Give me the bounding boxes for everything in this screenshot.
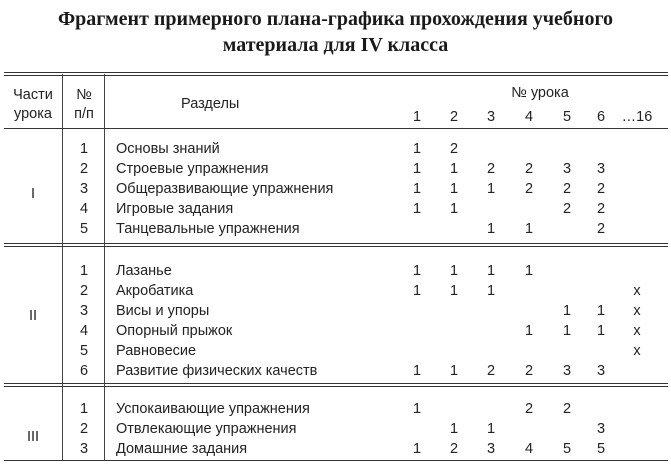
lesson-value: 1 [486,421,496,437]
lesson-value: 2 [486,161,496,177]
header-sections: Разделы [181,96,240,112]
lesson-value: 2 [562,181,572,197]
lesson-value: 3 [596,363,606,379]
header-number: п/п [74,106,94,122]
row-number: 1 [79,141,89,157]
lesson-value: 3 [562,363,572,379]
lesson-value: 1 [449,161,459,177]
lesson-value: 1 [412,141,422,157]
lesson-value: 1 [524,263,534,279]
lesson-value: 3 [486,441,496,457]
lesson-value: 1 [449,181,459,197]
row-number: 3 [79,303,89,319]
header-number: № [76,87,92,103]
row-number: 5 [79,221,89,237]
row-number: 1 [79,401,89,417]
column-divider-number [104,74,105,460]
row-number: 3 [79,181,89,197]
section-name: Опорный прыжок [116,323,233,339]
lesson-value: 2 [524,161,534,177]
section-name: Отвлекающие упражнения [116,421,297,437]
section-name: Основы знаний [116,141,220,157]
header-lesson-col: 1 [412,109,422,125]
row-number: 2 [79,421,89,437]
lesson-value: 2 [449,441,459,457]
lesson-value: 1 [412,441,422,457]
row-number: 4 [79,323,89,339]
part-label: III [26,429,40,445]
row-number: 3 [79,441,89,457]
lesson-value: 5 [596,441,606,457]
lesson-value: 4 [524,441,534,457]
lesson-value: 1 [486,263,496,279]
lesson-value: 1 [412,283,422,299]
lesson-value: 2 [562,401,572,417]
lesson-value: 2 [596,201,606,217]
header-parts: Части [13,87,53,103]
row-number: 5 [79,343,89,359]
lesson-value: 1 [449,421,459,437]
header-lesson-col: 3 [486,109,496,125]
row-number: 1 [79,263,89,279]
section-name: Танцевальные упражнения [116,221,300,237]
lesson-value: 1 [412,181,422,197]
lesson-value: 1 [524,221,534,237]
section-name: Домашние задания [116,441,248,457]
header-parts: урока [14,106,52,122]
part-label: II [28,308,38,324]
row-number: 2 [79,283,89,299]
section-name: Акробатика [116,283,194,299]
header-lesson-col: …16 [621,109,653,125]
lesson-value: 1 [412,263,422,279]
lesson-value: 2 [596,221,606,237]
header-lesson-col: 6 [596,109,606,125]
lesson-value: 3 [562,161,572,177]
lesson-value: 1 [449,363,459,379]
row-number: 4 [79,201,89,217]
header-lesson-col: 4 [524,109,534,125]
section-name: Строевые упражнения [116,161,269,177]
header-lesson-number: № урока [511,85,569,101]
part-label: I [30,186,36,202]
section-name: Лазанье [116,263,172,279]
title-line-1: Фрагмент примерного плана-графика прохождения учебного [57,8,614,30]
lesson-value: 1 [486,181,496,197]
lesson-value: 1 [486,221,496,237]
lesson-value: 1 [412,161,422,177]
lesson-value: 3 [596,421,606,437]
section-name: Висы и упоры [116,303,210,319]
lesson-value: 1 [449,263,459,279]
section-name: Успокаивающие упражнения [116,401,310,417]
section-name: Равновесие [116,343,197,359]
lesson-value: 1 [449,283,459,299]
lesson-value: 2 [486,363,496,379]
section-name: Игровые задания [116,201,234,217]
lesson-value: 3 [596,161,606,177]
lesson-value: 1 [449,201,459,217]
lesson-value: 2 [524,363,534,379]
row-number: 2 [79,161,89,177]
header-lesson-col: 2 [449,109,459,125]
lesson-value: 1 [562,323,572,339]
section-name: Общеразвивающие упражнения [116,181,334,197]
lesson-value: 1 [412,401,422,417]
lesson-value: x [633,283,641,299]
lesson-value: x [633,323,641,339]
bottom-rule [4,460,668,461]
title-line-2: материала для IV класса [222,34,449,56]
lesson-value: 1 [596,303,606,319]
lesson-value: 1 [486,283,496,299]
lesson-value: 5 [562,441,572,457]
lesson-value: 1 [562,303,572,319]
page-title [0,6,671,58]
lesson-value: 2 [596,181,606,197]
lesson-value: 1 [596,323,606,339]
lesson-value: 2 [524,401,534,417]
lesson-value: 1 [412,363,422,379]
lesson-value: 2 [449,141,459,157]
lesson-value: 2 [524,181,534,197]
lesson-value: x [633,303,641,319]
lesson-value: 2 [562,201,572,217]
row-number: 6 [79,363,89,379]
lesson-value: 1 [412,201,422,217]
header-lesson-col: 5 [562,109,572,125]
lesson-value: 1 [524,323,534,339]
lesson-value: x [633,343,641,359]
column-divider-parts [62,74,63,460]
section-name: Развитие физических качеств [116,363,318,379]
